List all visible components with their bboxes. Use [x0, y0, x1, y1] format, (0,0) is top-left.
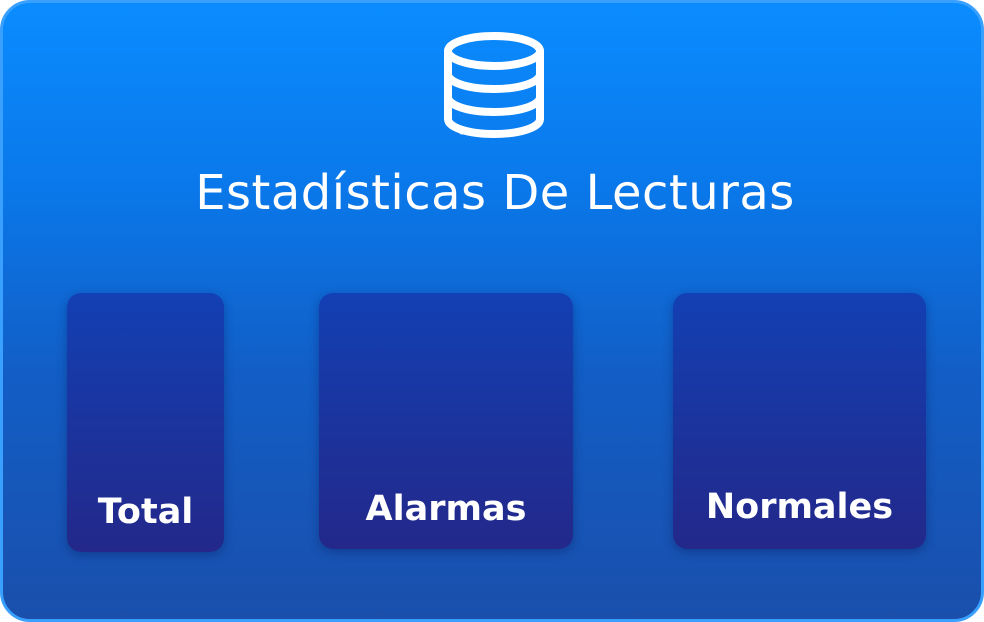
stat-label-alarms: Alarmas	[365, 489, 527, 529]
stat-card-normals	[673, 293, 926, 549]
panel-title: Estadísticas De Lecturas	[195, 165, 795, 221]
stat-label-total: Total	[97, 492, 194, 532]
database-icon	[442, 31, 546, 139]
stat-card-alarms	[319, 293, 573, 549]
stat-card-total	[67, 293, 224, 552]
stat-label-normals: Normales	[705, 487, 894, 527]
